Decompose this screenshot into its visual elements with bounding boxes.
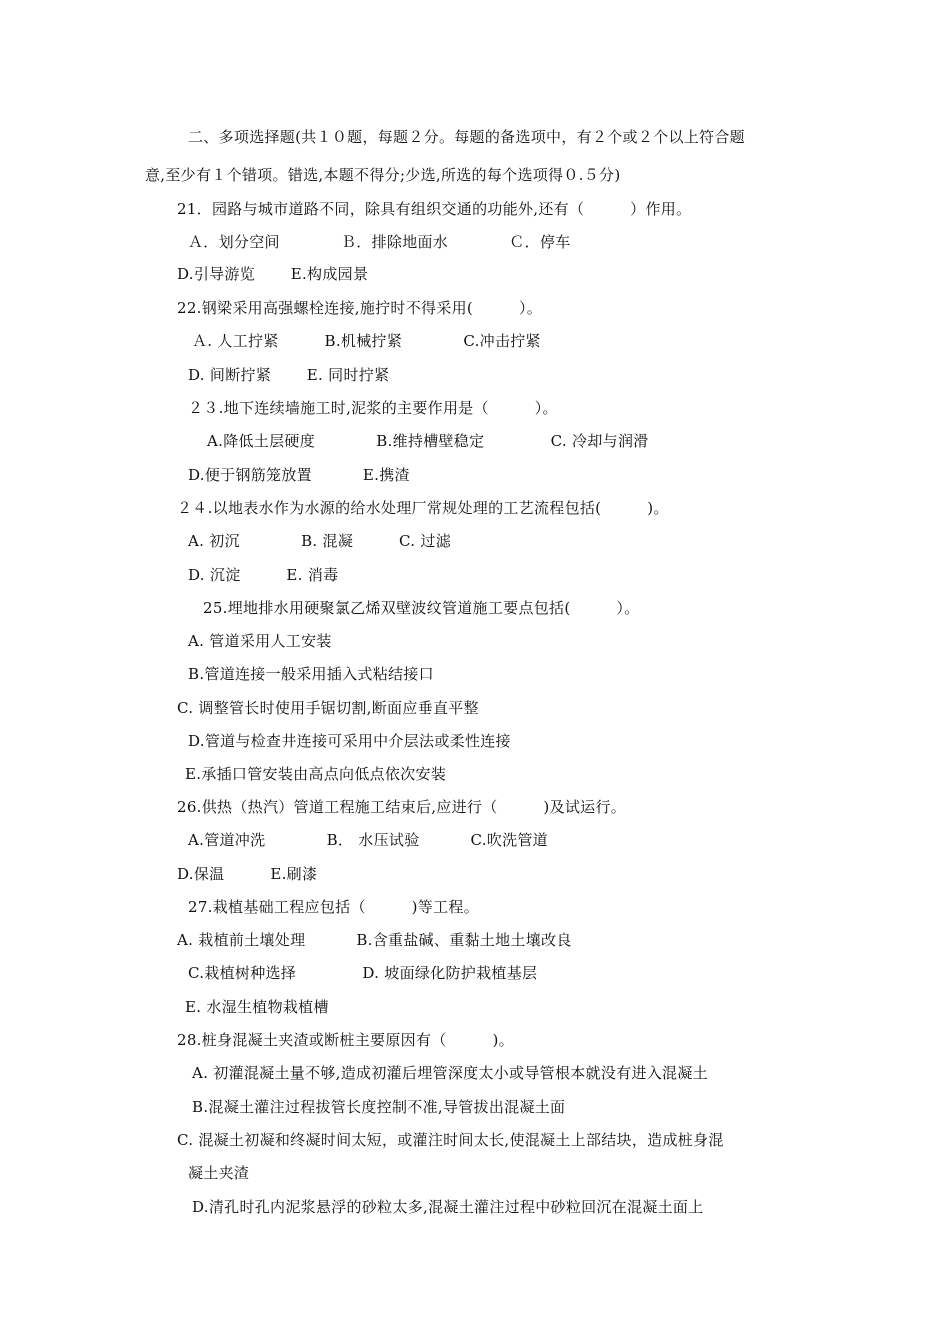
question-23-options-row1: A.降低土层硬度 B.维持槽壁稳定 C. 冷却与润滑 [207,432,649,450]
question-27-options-row3: E. 水湿生植物栽植槽 [185,998,329,1016]
question-26-stem: 26.供热（热汽）管道工程施工结束后,应进行（ )及试运行。 [177,798,627,816]
question-28-option-b: B.混凝土灌注过程拔管长度控制不准,导管拔出混凝土面 [192,1098,566,1116]
question-25-option-e: E.承插口管安装由高点向低点依次安装 [185,765,447,783]
question-21-options-row2: D.引导游览 E.构成园景 [177,265,369,283]
question-27-options-row1: A. 栽植前土壤处理 B.含重盐碱、重黏土地土壤改良 [177,931,572,949]
question-25-option-b: B.管道连接一般采用插入式粘结接口 [188,665,434,683]
question-28-option-c: C. 混凝土初凝和终凝时间太短，或灌注时间太长,使混凝土上部结块，造成桩身混 [177,1131,724,1149]
question-24-options-row2: D. 沉淀 E. 消毒 [188,566,339,584]
question-23-stem: ２３.地下连续墙施工时,泥浆的主要作用是（ ）。 [188,399,558,417]
question-23-options-row2: D.便于钢筋笼放置 E.携渣 [188,466,410,484]
question-25-stem: 25.埋地排水用硬聚氯乙烯双壁波纹管道施工要点包括( ）。 [203,599,640,617]
question-21-options-row1: Ａ．划分空间 Ｂ．排除地面水 Ｃ．停车 [188,233,571,251]
question-28-stem: 28.桩身混凝土夹渣或断桩主要原因有（ )。 [177,1031,514,1049]
section-heading-line1: 二、多项选择题(共１０题，每题２分。每题的备选项中，有２个或２个以上符合题 [188,128,745,146]
question-28-option-a: A. 初灌混凝土量不够,造成初灌后埋管深度太小或导管根本就没有进入混凝土 [192,1064,708,1082]
question-22-options-row1: Ａ. 人工拧紧 B.机械拧紧 C.冲击拧紧 [192,332,541,350]
question-28-option-d: D.清孔时孔内泥浆悬浮的砂粒太多,混凝土灌注过程中砂粒回沉在混凝土面上 [192,1198,704,1216]
question-25-option-d: D.管道与检查井连接可采用中介层法或柔性连接 [188,732,511,750]
question-24-options-row1: A. 初沉 B. 混凝 C. 过滤 [188,532,452,550]
question-27-options-row2: C.栽植树种选择 D. 坡面绿化防护栽植基层 [188,964,538,982]
question-26-options-row2: D.保温 E.刷漆 [177,865,318,883]
question-27-stem: 27.栽植基础工程应包括（ )等工程。 [188,898,480,916]
question-28-option-c-continued: 凝土夹渣 [188,1164,250,1182]
question-22-stem: 22.钢梁采用高强螺栓连接,施拧时不得采用( ）。 [177,299,543,317]
question-24-stem: ２４.以地表水作为水源的给水处理厂常规处理的工艺流程包括( )。 [177,499,669,517]
question-21-stem: 21．园路与城市道路不同，除具有组织交通的功能外,还有（ ）作用。 [177,200,692,218]
section-heading-line2: 意,至少有１个错项。错选,本题不得分;少选,所选的每个选项得０.５分) [145,166,621,184]
question-25-option-c: C. 调整管长时使用手锯切割,断面应垂直平整 [177,699,479,717]
question-22-options-row2: D. 间断拧紧 E. 同时拧紧 [188,366,390,384]
question-25-option-a: A. 管道采用人工安装 [188,632,332,650]
question-26-options-row1: A.管道冲洗 B． 水压试验 C.吹洗管道 [188,831,548,849]
